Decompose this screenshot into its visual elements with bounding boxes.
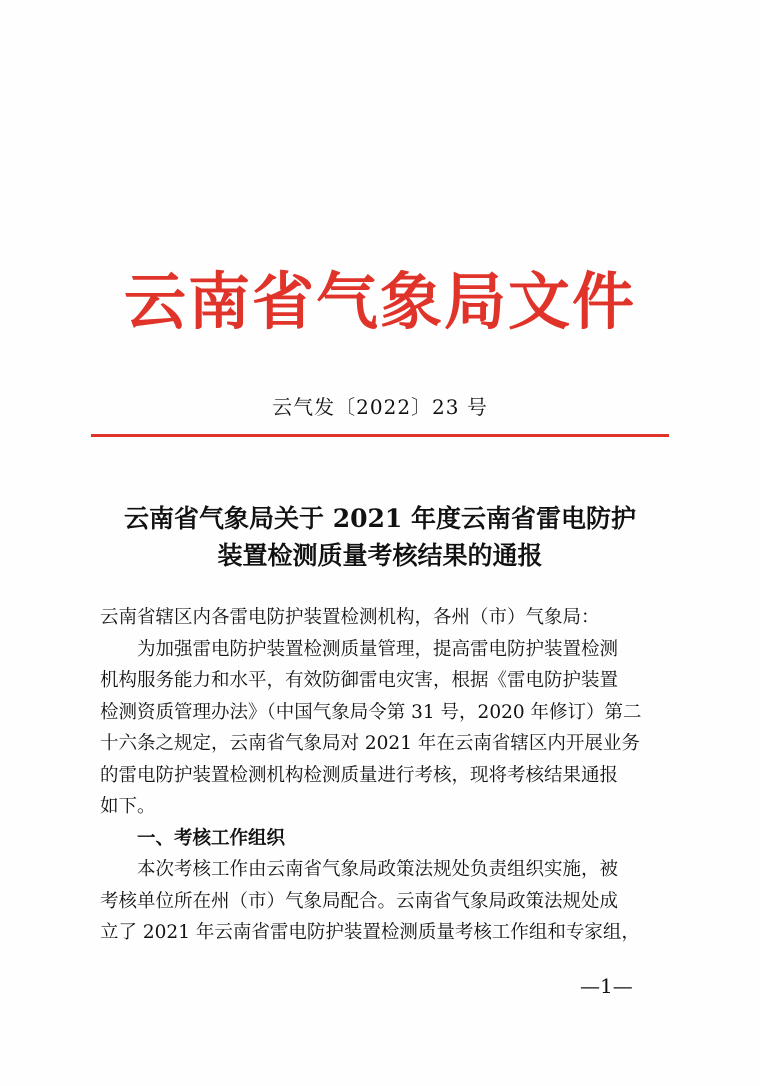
title-line-1: 云南省气象局关于 2021 年度云南省雷电防护 [124, 504, 636, 533]
title-line-2: 装置检测质量考核结果的通报 [217, 541, 543, 570]
paragraph-1-line: 十六条之规定，云南省气象局对 2021 年在云南省辖区内开展业务 [100, 733, 640, 754]
paragraph-1-line: 检测资质管理办法》（中国气象局令第 31 号，2020 年修订）第二 [100, 701, 642, 723]
document-number: 云气发〔2022〕23 号 [272, 395, 488, 419]
page-number: —1— [580, 974, 633, 998]
red-divider-rule [91, 434, 669, 437]
paragraph-1-line: 为加强雷电防护装置检测质量管理，提高雷电防护装置检测 [137, 638, 619, 660]
salutation: 云南省辖区内各雷电防护装置检测机构，各州（市）气象局： [100, 607, 600, 628]
paragraph-2-line: 本次考核工作由云南省气象局政策法规处负责组织实施，被 [137, 859, 619, 880]
paragraph-2-line: 考核单位所在州（市）气象局配合。云南省气象局政策法规处成 [100, 890, 619, 912]
paragraph-2-line: 立了 2021 年云南省雷电防护装置检测质量考核工作组和专家组， [100, 922, 640, 943]
document-masthead: 云南省气象局文件 [123, 265, 636, 338]
document-body [100, 602, 680, 949]
paragraph-1-line: 如下。 [100, 796, 156, 817]
section-heading: 一、考核工作组织 [137, 827, 286, 849]
paragraph-1-line: 的雷电防护装置检测机构检测质量进行考核，现将考核结果通报 [100, 764, 619, 786]
paragraph-1-line: 机构服务能力和水平，有效防御雷电灾害，根据《雷电防护装置 [100, 670, 619, 691]
document-title [60, 500, 700, 574]
